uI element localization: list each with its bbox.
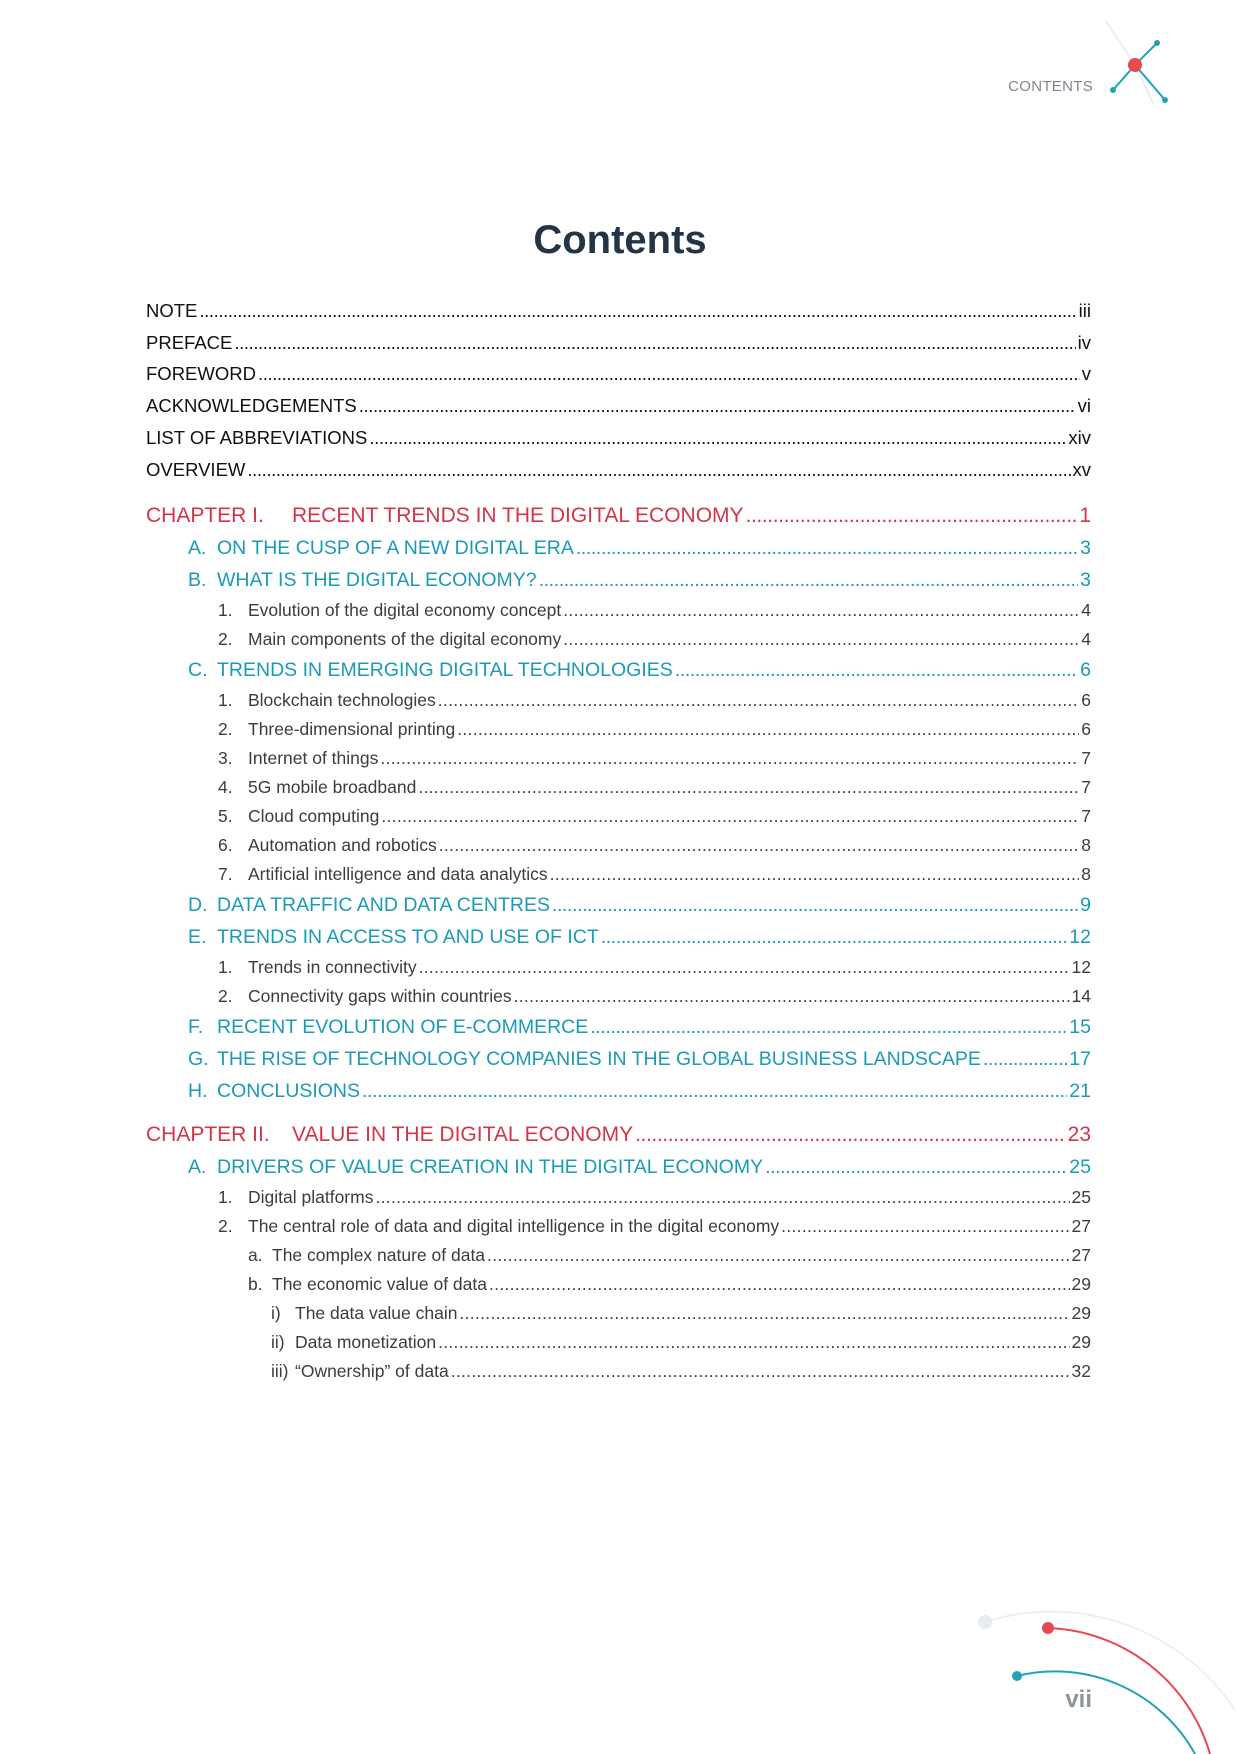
toc-section-2a[interactable] (188, 1154, 1091, 1180)
leader-dots (601, 924, 1068, 950)
toc-entry-label: FOREWORD (146, 363, 256, 384)
leader-dots (451, 1358, 1070, 1384)
subsection-title: Evolution of the digital economy concept (248, 600, 562, 620)
roman-item-title: The data value chain (295, 1303, 458, 1323)
leader-dots (359, 393, 1076, 419)
page-number: vii (1065, 1686, 1092, 1713)
toc-page-number: 6 (1081, 719, 1091, 739)
chapter-title: VALUE IN THE DIGITAL ECONOMY (292, 1123, 634, 1146)
toc-subsection[interactable] (218, 983, 1091, 1009)
subsection-number: 2. (218, 719, 233, 739)
toc-entry-label: NOTE (146, 300, 198, 321)
toc-subsection[interactable] (218, 716, 1091, 742)
leader-dots (419, 954, 1070, 980)
toc-section-1e[interactable] (188, 924, 1091, 950)
subsection-number: 1. (218, 957, 233, 977)
toc-page-number: 7 (1081, 806, 1091, 826)
leader-dots (675, 657, 1078, 683)
leader-dots (514, 983, 1070, 1009)
toc-entry-acknowledgements[interactable] (146, 393, 1091, 419)
toc-section-1h[interactable] (188, 1078, 1091, 1104)
toc-page-number: 4 (1081, 600, 1091, 620)
toc-page-number: 29 (1071, 1274, 1091, 1294)
decorative-arcs-icon (940, 1570, 1240, 1754)
leader-dots (635, 1122, 1066, 1148)
toc-page-number: 9 (1080, 894, 1091, 916)
toc-page-number: 25 (1071, 1187, 1091, 1207)
toc-entry-label: OVERVIEW (146, 459, 246, 480)
toc-page-number: 23 (1067, 1123, 1091, 1146)
leader-dots (418, 774, 1079, 800)
subsection-number: 1. (218, 690, 233, 710)
leader-dots (439, 832, 1080, 858)
toc-page-number: 14 (1071, 986, 1091, 1006)
toc-page-number: v (1081, 363, 1091, 384)
subsubsection-title: The economic value of data (272, 1274, 487, 1294)
toc-section-1b[interactable] (188, 567, 1091, 593)
subsection-number: 7. (218, 864, 233, 884)
section-letter: A. (188, 537, 207, 559)
toc-chapter-1[interactable] (146, 503, 1091, 529)
section-letter: D. (188, 894, 208, 916)
toc-subsection[interactable] (218, 1213, 1091, 1239)
toc-page-number: 1 (1079, 504, 1091, 527)
subsection-number: 2. (218, 1216, 233, 1236)
leader-dots (234, 330, 1075, 356)
subsection-title: Cloud computing (248, 806, 380, 826)
toc-subsection[interactable] (218, 803, 1091, 829)
toc-page-number: 15 (1069, 1016, 1091, 1038)
toc-page-number: xv (1072, 459, 1091, 480)
subsection-title: Main components of the digital economy (248, 629, 562, 649)
toc-subsection[interactable] (218, 745, 1091, 771)
toc-entry-note[interactable] (146, 298, 1091, 324)
toc-page-number: 27 (1071, 1245, 1091, 1265)
toc-page-number: vi (1077, 395, 1091, 416)
subsection-number: 2. (218, 629, 233, 649)
section-letter: H. (188, 1080, 208, 1102)
leader-dots (369, 425, 1066, 451)
chapter-number: CHAPTER I. (146, 504, 264, 527)
leader-dots (765, 1154, 1067, 1180)
toc-subsection[interactable] (218, 597, 1091, 623)
subsection-title: Internet of things (248, 748, 379, 768)
toc-section-1g[interactable] (188, 1046, 1091, 1072)
roman-numeral: ii) (271, 1332, 285, 1352)
toc-section-1f[interactable] (188, 1014, 1091, 1040)
roman-item-title: Data monetization (295, 1332, 437, 1352)
section-letter: C. (188, 659, 208, 681)
toc-subsubsection[interactable] (248, 1271, 1091, 1297)
toc-page-number: 4 (1081, 629, 1091, 649)
leader-dots (438, 687, 1080, 713)
leader-dots (459, 1300, 1069, 1326)
toc-page-number: 12 (1071, 957, 1091, 977)
toc-page-number: xiv (1068, 427, 1091, 448)
toc-section-1a[interactable] (188, 535, 1091, 561)
section-title: TRENDS IN ACCESS TO AND USE OF ICT (217, 926, 599, 948)
toc-page-number: 29 (1071, 1303, 1091, 1323)
leader-dots (489, 1271, 1070, 1297)
toc-entry-abbreviations[interactable] (146, 425, 1091, 451)
leader-dots (563, 597, 1079, 623)
subsection-title: Connectivity gaps within countries (248, 986, 512, 1006)
section-letter: G. (188, 1048, 209, 1070)
toc-roman-item[interactable] (271, 1358, 1091, 1384)
leader-dots (552, 892, 1078, 918)
toc-section-1d[interactable] (188, 892, 1091, 918)
section-title: DATA TRAFFIC AND DATA CENTRES (217, 894, 550, 916)
toc-subsection[interactable] (218, 1184, 1091, 1210)
chapter-number: CHAPTER II. (146, 1123, 270, 1146)
section-letter: A. (188, 1156, 207, 1178)
subsection-number: 4. (218, 777, 233, 797)
section-title: CONCLUSIONS (217, 1080, 361, 1102)
toc-page-number: 29 (1071, 1332, 1091, 1352)
leader-dots (375, 1184, 1069, 1210)
leader-dots (590, 1014, 1067, 1040)
subsection-title: Automation and robotics (248, 835, 437, 855)
toc-section-1c[interactable] (188, 657, 1091, 683)
leader-dots (362, 1078, 1067, 1104)
toc-page-number: 17 (1069, 1048, 1091, 1070)
roman-item-title: “Ownership” of data (295, 1361, 449, 1381)
toc-entry-foreword[interactable] (146, 361, 1091, 387)
subsection-number: 1. (218, 1187, 233, 1207)
toc-page-number: iv (1077, 332, 1091, 353)
subsubsection-title: The complex nature of data (272, 1245, 486, 1265)
subsection-title: Three-dimensional printing (248, 719, 456, 739)
leader-dots (746, 503, 1078, 529)
subsection-title: Artificial intelligence and data analytics (248, 864, 548, 884)
leader-dots (258, 361, 1080, 387)
running-header: CONTENTS (1008, 78, 1093, 95)
toc-entry-label: PREFACE (146, 332, 233, 353)
subsection-title: Digital platforms (248, 1187, 374, 1207)
leader-dots (576, 535, 1078, 561)
toc-page-number: 7 (1081, 777, 1091, 797)
leader-dots (539, 567, 1079, 593)
toc-page-number: 12 (1069, 926, 1091, 948)
subsection-number: 3. (218, 748, 233, 768)
toc-page-number: iii (1078, 300, 1091, 321)
toc-page-number: 6 (1081, 690, 1091, 710)
toc-subsection[interactable] (218, 861, 1091, 887)
toc-page-number: 7 (1081, 748, 1091, 768)
subsection-number: 5. (218, 806, 233, 826)
leader-dots (781, 1213, 1069, 1239)
leader-dots (380, 745, 1079, 771)
toc-page-number: 6 (1080, 659, 1091, 681)
subsubsection-letter: b. (248, 1274, 263, 1294)
toc-page-number: 8 (1081, 864, 1091, 884)
leader-dots (247, 457, 1070, 483)
toc-page-number: 25 (1069, 1156, 1091, 1178)
leader-dots (381, 803, 1079, 829)
toc-subsubsection[interactable] (248, 1242, 1091, 1268)
section-title: WHAT IS THE DIGITAL ECONOMY? (217, 569, 537, 591)
leader-dots (457, 716, 1079, 742)
toc-subsection[interactable] (218, 687, 1091, 713)
leader-dots (563, 626, 1079, 652)
leader-dots (487, 1242, 1069, 1268)
toc-subsection[interactable] (218, 774, 1091, 800)
leader-dots (438, 1329, 1069, 1355)
roman-numeral: i) (271, 1303, 281, 1323)
leader-dots (550, 861, 1080, 887)
toc-subsection[interactable] (218, 832, 1091, 858)
toc-roman-item[interactable] (271, 1300, 1091, 1326)
section-letter: B. (188, 569, 207, 591)
toc-page-number: 27 (1071, 1216, 1091, 1236)
toc-page-number: 8 (1081, 835, 1091, 855)
toc-subsection[interactable] (218, 626, 1091, 652)
toc-page-number: 32 (1071, 1361, 1091, 1381)
subsection-title: 5G mobile broadband (248, 777, 417, 797)
section-title: RECENT EVOLUTION OF E-COMMERCE (217, 1016, 589, 1038)
page-title: Contents (533, 218, 707, 262)
toc-page-number: 3 (1080, 569, 1091, 591)
toc-entry-label: ACKNOWLEDGEMENTS (146, 395, 357, 416)
section-title: ON THE CUSP OF A NEW DIGITAL ERA (217, 537, 574, 559)
subsection-number: 1. (218, 600, 233, 620)
subsubsection-letter: a. (248, 1245, 263, 1265)
toc-entry-overview[interactable] (146, 457, 1091, 483)
section-title: DRIVERS OF VALUE CREATION IN THE DIGITAL ECONOMY (217, 1156, 764, 1178)
toc-roman-item[interactable] (271, 1329, 1091, 1355)
toc-entry-preface[interactable] (146, 330, 1091, 356)
toc-subsection[interactable] (218, 954, 1091, 980)
subsection-title: The central role of data and digital intelligence in the digital economy (248, 1216, 780, 1236)
chapter-title: RECENT TRENDS IN THE DIGITAL ECONOMY (292, 504, 744, 527)
toc-page-number: 3 (1080, 537, 1091, 559)
section-title: THE RISE OF TECHNOLOGY COMPANIES IN THE GLOBAL BUSINESS LANDSCAPE (217, 1048, 981, 1070)
section-letter: E. (188, 926, 207, 948)
roman-numeral: iii) (271, 1361, 289, 1381)
toc-page-number: 21 (1069, 1080, 1091, 1102)
subsection-title: Trends in connectivity (248, 957, 417, 977)
toc-entry-label: LIST OF ABBREVIATIONS (146, 427, 368, 448)
leader-dots (199, 298, 1076, 324)
section-letter: F. (188, 1016, 204, 1038)
toc-chapter-2[interactable] (146, 1122, 1091, 1148)
leader-dots (983, 1046, 1067, 1072)
subsection-title: Blockchain technologies (248, 690, 436, 710)
subsection-number: 2. (218, 986, 233, 1006)
section-title: TRENDS IN EMERGING DIGITAL TECHNOLOGIES (217, 659, 673, 681)
subsection-number: 6. (218, 835, 233, 855)
